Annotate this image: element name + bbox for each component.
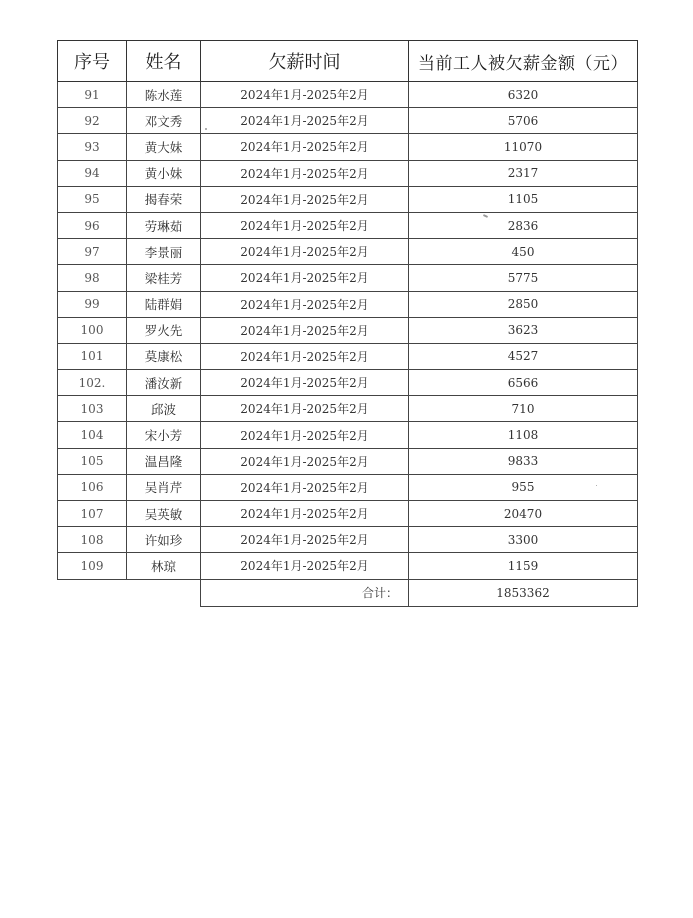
scan-speck	[205, 128, 207, 130]
table-row	[58, 370, 638, 396]
row-number: 106	[58, 474, 127, 500]
row-number: 99	[58, 291, 127, 317]
arrears-period: 2024年1月-2025年2月	[201, 501, 409, 527]
arrears-amount: 2317	[409, 160, 638, 186]
table-row	[58, 422, 638, 448]
worker-name: 邓文秀	[127, 108, 201, 134]
table-row	[58, 474, 638, 500]
arrears-amount: 3300	[409, 527, 638, 553]
arrears-period: 2024年1月-2025年2月	[201, 553, 409, 579]
row-number: 91	[58, 82, 127, 108]
worker-name: 陆群娟	[127, 291, 201, 317]
worker-name: 宋小芳	[127, 422, 201, 448]
row-number: 93	[58, 134, 127, 160]
table-row	[58, 212, 638, 238]
row-number: 94	[58, 160, 127, 186]
scan-speck	[596, 485, 597, 486]
worker-name: 吴肖芹	[127, 474, 201, 500]
worker-name: 吴英敏	[127, 501, 201, 527]
arrears-amount: 20470	[409, 501, 638, 527]
table-row	[58, 160, 638, 186]
table-row	[58, 501, 638, 527]
row-number: 101	[58, 343, 127, 369]
row-number: 105	[58, 448, 127, 474]
worker-name: 揭春荣	[127, 186, 201, 212]
arrears-amount: 3623	[409, 317, 638, 343]
table-row	[58, 186, 638, 212]
arrears-amount: 1159	[409, 553, 638, 579]
arrears-amount: 5775	[409, 265, 638, 291]
worker-name: 李景丽	[127, 239, 201, 265]
arrears-amount: 2836	[409, 212, 638, 238]
arrears-period: 2024年1月-2025年2月	[201, 239, 409, 265]
worker-name: 梁桂芳	[127, 265, 201, 291]
arrears-amount: 11070	[409, 134, 638, 160]
arrears-period: 2024年1月-2025年2月	[201, 422, 409, 448]
table-row	[58, 553, 638, 579]
arrears-amount: 450	[409, 239, 638, 265]
table-row	[58, 134, 638, 160]
worker-name: 许如珍	[127, 527, 201, 553]
table-row	[58, 265, 638, 291]
arrears-period: 2024年1月-2025年2月	[201, 291, 409, 317]
row-number: 108	[58, 527, 127, 553]
table-body	[58, 82, 638, 607]
table-row	[58, 239, 638, 265]
arrears-period: 2024年1月-2025年2月	[201, 343, 409, 369]
row-number: 98	[58, 265, 127, 291]
header-amount: 当前工人被欠薪金额（元）	[409, 41, 638, 82]
row-number: 103	[58, 396, 127, 422]
arrears-period: 2024年1月-2025年2月	[201, 160, 409, 186]
worker-name: 黄小妹	[127, 160, 201, 186]
arrears-period: 2024年1月-2025年2月	[201, 370, 409, 396]
worker-name: 黄大妹	[127, 134, 201, 160]
header-period: 欠薪时间	[201, 41, 409, 82]
table-row	[58, 82, 638, 108]
worker-name: 劳琳茹	[127, 212, 201, 238]
table-header	[58, 41, 638, 82]
arrears-period: 2024年1月-2025年2月	[201, 186, 409, 212]
worker-name: 莫康松	[127, 343, 201, 369]
worker-name: 陈水莲	[127, 82, 201, 108]
row-number: 97	[58, 239, 127, 265]
row-number: 100	[58, 317, 127, 343]
wage-arrears-sheet	[57, 40, 637, 607]
row-number: 102.	[58, 370, 127, 396]
total-label: 合计：	[201, 579, 409, 606]
arrears-amount: 6320	[409, 82, 638, 108]
arrears-amount: 955	[409, 474, 638, 500]
arrears-amount: 1105	[409, 186, 638, 212]
arrears-amount: 2850	[409, 291, 638, 317]
header-name: 姓名	[127, 41, 201, 82]
arrears-period: 2024年1月-2025年2月	[201, 212, 409, 238]
worker-name: 邱波	[127, 396, 201, 422]
arrears-period: 2024年1月-2025年2月	[201, 82, 409, 108]
arrears-period: 2024年1月-2025年2月	[201, 108, 409, 134]
worker-name: 罗火先	[127, 317, 201, 343]
row-number: 95	[58, 186, 127, 212]
arrears-period: 2024年1月-2025年2月	[201, 265, 409, 291]
arrears-period: 2024年1月-2025年2月	[201, 134, 409, 160]
row-number: 109	[58, 553, 127, 579]
arrears-period: 2024年1月-2025年2月	[201, 317, 409, 343]
worker-name: 温昌隆	[127, 448, 201, 474]
worker-name: 林琼	[127, 553, 201, 579]
arrears-period: 2024年1月-2025年2月	[201, 527, 409, 553]
row-number: 96	[58, 212, 127, 238]
worker-name: 潘汝新	[127, 370, 201, 396]
header-no: 序号	[58, 41, 127, 82]
arrears-period: 2024年1月-2025年2月	[201, 448, 409, 474]
table-row	[58, 108, 638, 134]
row-number: 92	[58, 108, 127, 134]
wage-arrears-table	[57, 40, 638, 607]
table-row	[58, 396, 638, 422]
table-row	[58, 317, 638, 343]
table-row	[58, 527, 638, 553]
arrears-amount: 5706	[409, 108, 638, 134]
table-row	[58, 448, 638, 474]
arrears-amount: 1108	[409, 422, 638, 448]
arrears-amount: 4527	[409, 343, 638, 369]
total-row-blank	[58, 579, 201, 606]
table-row	[58, 343, 638, 369]
arrears-amount: 9833	[409, 448, 638, 474]
arrears-period: 2024年1月-2025年2月	[201, 474, 409, 500]
total-row	[58, 579, 638, 606]
total-amount: 1853362	[409, 579, 638, 606]
row-number: 104	[58, 422, 127, 448]
arrears-period: 2024年1月-2025年2月	[201, 396, 409, 422]
row-number: 107	[58, 501, 127, 527]
table-row	[58, 291, 638, 317]
arrears-amount: 710	[409, 396, 638, 422]
header-row	[58, 41, 638, 82]
arrears-amount: 6566	[409, 370, 638, 396]
